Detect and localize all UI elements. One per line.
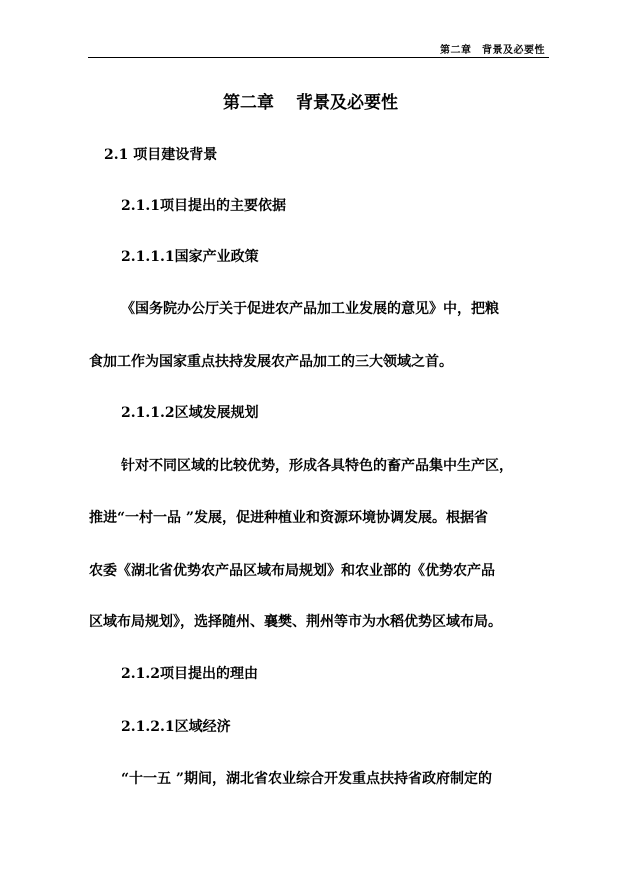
section-heading-2-1-1: 2.1.1项目提出的主要依据 bbox=[121, 198, 286, 214]
chapter-title-text: 背景及必要性 bbox=[296, 93, 398, 113]
section-heading-2-1: 2.1 项目建设背景 bbox=[104, 147, 218, 163]
paragraph-line: “十一五 ”期间，湖北省农业综合开发重点扶持省政府制定的 bbox=[121, 771, 492, 787]
running-header-title: 第二章 背景及必要性 bbox=[440, 45, 545, 56]
section-heading-2-1-2: 2.1.2项目提出的理由 bbox=[121, 666, 258, 682]
paragraph-line: 农委《湖北省优势农产品区域布局规划》和农业部的《优势农产品 bbox=[89, 563, 495, 579]
paragraph-line: 食加工作为国家重点扶持发展农产品加工的三大领域之首。 bbox=[89, 354, 453, 370]
chapter-number: 第二章 bbox=[223, 93, 274, 113]
paragraph-line: 针对不同区域的比较优势，形成各具特色的畜产品集中生产区， bbox=[121, 458, 513, 474]
paragraph-line: 区域布局规划》，选择随州、襄樊、荆州等市为水稻优势区域布局。 bbox=[89, 614, 502, 630]
section-heading-2-1-2-1: 2.1.2.1区域经济 bbox=[121, 719, 231, 735]
section-heading-2-1-1-2: 2.1.1.2区域发展规划 bbox=[121, 405, 259, 421]
section-heading-2-1-1-1: 2.1.1.1国家产业政策 bbox=[121, 249, 259, 265]
chapter-title bbox=[0, 88, 621, 113]
header-divider bbox=[88, 57, 549, 58]
paragraph-line: 《国务院办公厅关于促进农产品加工业发展的意见》中，把粮 bbox=[121, 301, 499, 317]
paragraph-line: 推进“一村一品 ”发展，促进种植业和资源环境协调发展。根据省 bbox=[89, 510, 488, 526]
